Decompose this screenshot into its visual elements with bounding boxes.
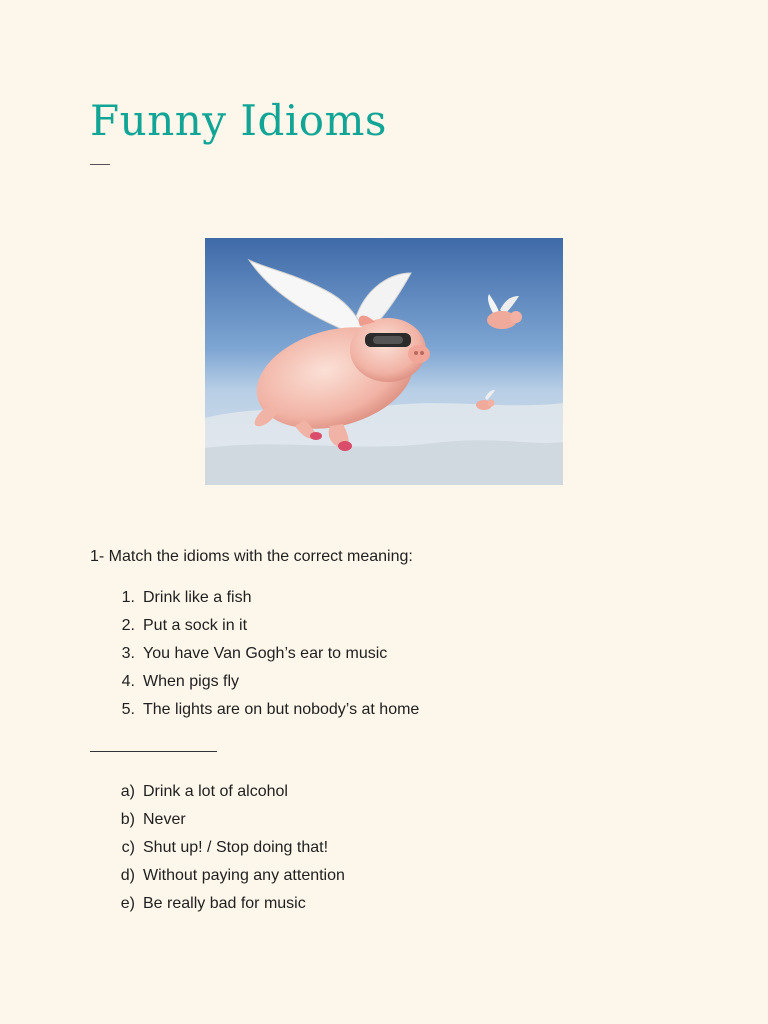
list-item [90,696,419,724]
meaning-text: Without paying any attention [143,867,345,884]
list-item [90,668,419,696]
idiom-list [90,584,419,724]
list-marker: 1. [121,589,135,606]
list-marker: c) [121,839,135,856]
list-marker: e) [120,895,135,912]
list-marker: b) [120,811,135,828]
idiom-text: Drink like a fish [143,589,252,606]
flying-pigs-photo [205,238,563,485]
list-item [90,890,345,918]
idiom-text: The lights are on but nobody’s at home [143,701,420,718]
title-underline [90,164,110,165]
list-item [90,778,345,806]
list-marker: 4. [121,673,135,690]
meaning-text: Drink a lot of alcohol [143,783,288,800]
list-marker: a) [120,783,135,800]
list-item [90,834,345,862]
meaning-text: Be really bad for music [143,895,306,912]
exercise-instruction: 1- Match the idioms with the correct meaning: [90,548,413,565]
meaning-list [90,778,345,918]
list-item [90,806,345,834]
section-divider [90,751,217,752]
meaning-text: Never [143,811,186,828]
list-marker: 2. [121,617,135,634]
list-marker: 3. [121,645,135,662]
meaning-text: Shut up! / Stop doing that! [143,839,329,856]
list-item [90,862,345,890]
idiom-text: Put a sock in it [143,617,248,634]
list-item [90,612,419,640]
list-item [90,640,419,668]
page-title: Funny Idioms [90,96,387,145]
idiom-text: You have Van Gogh’s ear to music [143,645,388,662]
list-marker: 5. [121,701,135,718]
list-item [90,584,419,612]
list-marker: d) [120,867,135,884]
idiom-text: When pigs fly [143,673,240,690]
